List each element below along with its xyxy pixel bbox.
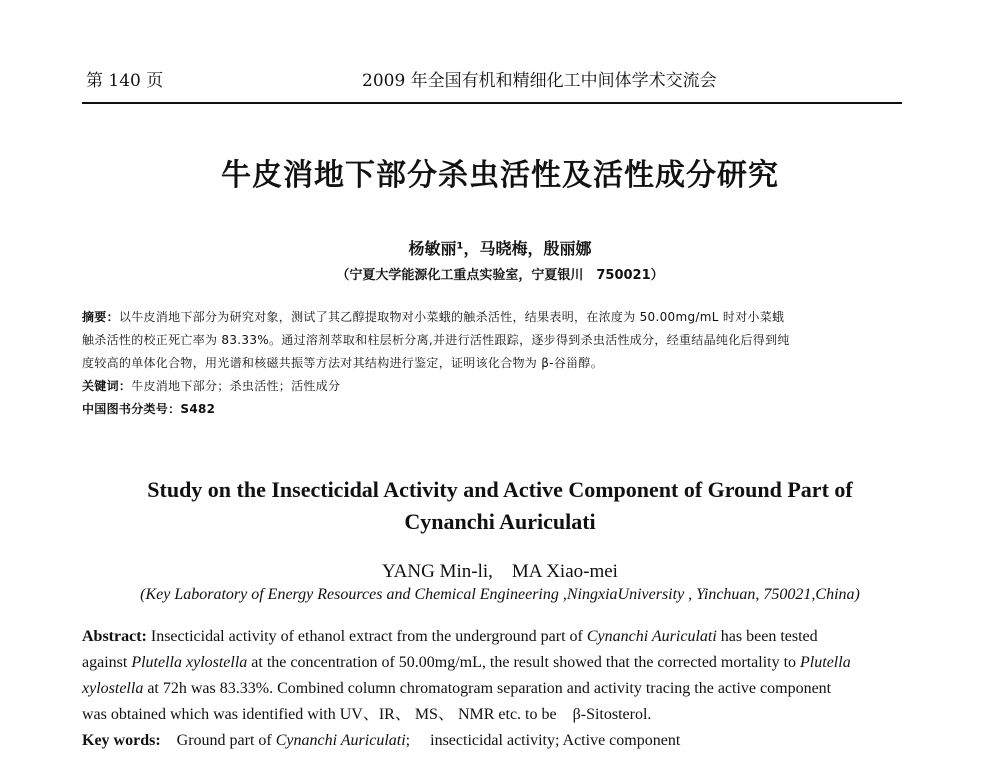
chinese-abstract-line: [82, 306, 922, 329]
english-abstract-line: was obtained which was identified with UV、IR、 MS、 NMR etc. to be β-Sitosterol.: [82, 706, 652, 723]
english-abstract-line: [82, 676, 942, 702]
species-name: xylostella: [82, 680, 144, 697]
chinese-abstract-label: 摘要：: [82, 310, 119, 324]
chinese-keywords-text: 牛皮消地下部分；杀虫活性；活性成分: [131, 379, 341, 393]
chinese-abstract: [82, 306, 922, 421]
english-title-line2: Cynanchi Auriculati: [404, 509, 596, 534]
english-abstract-line: [82, 650, 942, 676]
classification-code: S482: [180, 402, 216, 416]
header-divider: [82, 102, 902, 104]
english-abstract: [82, 624, 942, 754]
species-name: Plutella: [800, 654, 851, 671]
english-title: [0, 474, 1000, 538]
keywords-text: ; insecticidal activity; Active component: [405, 732, 681, 749]
chinese-authors: 杨敏丽¹，马晓梅，殷丽娜: [408, 239, 592, 258]
chinese-keywords-label: 关键词：: [82, 379, 132, 393]
chinese-title: 牛皮消地下部分杀虫活性及活性成分研究: [221, 158, 779, 193]
english-keywords: [82, 728, 942, 754]
chinese-abstract-line: 度较高的单体化合物，用光谱和核磁共振等方法对其结构进行鉴定，证明该化合物为 β-谷甾醇。: [82, 356, 604, 370]
chinese-abstract-line: 触杀活性的校正死亡率为 83.33%。通过溶剂萃取和柱层析分离,并进行活性跟踪，逐步得到杀虫活性成分，经重结晶纯化后得到纯: [82, 333, 790, 347]
chinese-keywords: [82, 375, 922, 398]
english-affiliation: (Key Laboratory of Energy Resources and Chemical Engineering ,NingxiaUniversity , Yinchuan, 750021,China): [140, 586, 860, 603]
species-name: Cynanchi Auriculati: [586, 628, 717, 645]
english-keywords-label: Key words:: [82, 732, 161, 749]
abstract-text: Insecticidal activity of ethanol extract from the underground part of: [146, 628, 587, 645]
english-abstract-label: Abstract:: [82, 628, 147, 645]
abstract-text: at the concentration of 50.00mg/mL, the result showed that the corrected mortality to: [247, 654, 801, 671]
abstract-text: has been tested: [716, 628, 818, 645]
conference-header: 2009 年全国有机和精细化工中间体学术交流会: [362, 71, 717, 91]
keywords-text: Ground part of: [160, 732, 276, 749]
english-authors: YANG Min-li, MA Xiao-mei: [382, 561, 618, 582]
chinese-affiliation: （宁夏大学能源化工重点实验室，宁夏银川 750021）: [336, 268, 664, 283]
species-name: Plutella xylostella: [131, 654, 248, 671]
abstract-text: against: [82, 654, 132, 671]
chinese-classification: [82, 398, 922, 421]
english-title-line1: Study on the Insecticidal Activity and Active Component of Ground Part of: [147, 477, 853, 502]
abstract-text: at 72h was 83.33%. Combined column chromatogram separation and activity tracing the active component: [143, 680, 832, 697]
classification-label: 中国图书分类号：: [82, 402, 181, 416]
species-name: Cynanchi Auriculati: [275, 732, 406, 749]
english-abstract-line: [82, 624, 942, 650]
page-number: 第 140 页: [86, 71, 164, 91]
chinese-abstract-text: 以牛皮消地下部分为研究对象，测试了其乙醇提取物对小菜蛾的触杀活性，结果表明，在浓度为 50.00mg/mL 时对小菜蛾: [118, 310, 785, 324]
